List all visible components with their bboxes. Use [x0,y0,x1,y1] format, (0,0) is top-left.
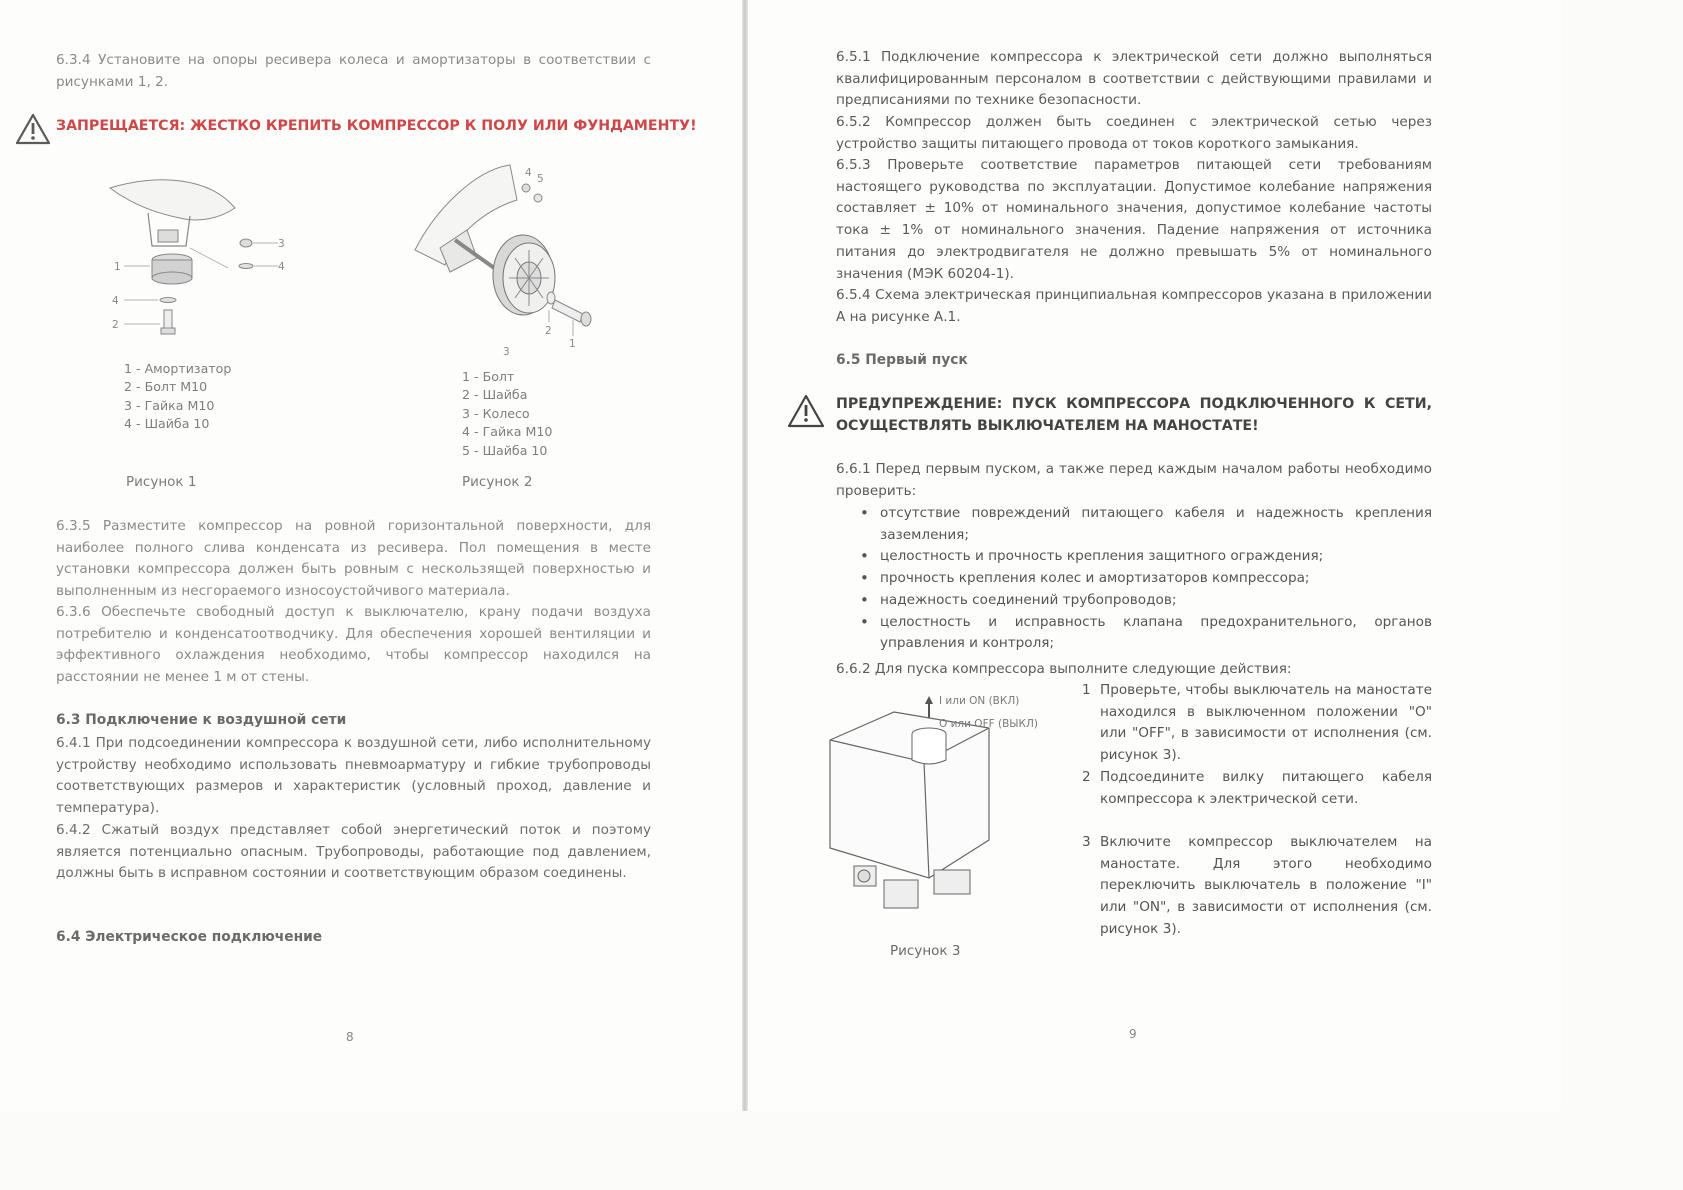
heading-6-5: 6.5 Первый пуск [836,352,968,368]
section-6-5-3: 6.5.3 Проверьте соответствие параметров питающей сети требованиям настоящего руководства по эксплуатации. Допустимое колебание напряжения составляет ± 10% от номинального значения, допустимое колебание частоты тока ± 1% от номинального значения. Падение напряжения от источника питания до электродвигателя не должно превышать 5% от номинального значения (МЭК 60204-1). [836,157,1432,282]
fig2-callout-2: 2 [545,325,552,337]
warning-icon [786,393,826,433]
step-number: 1 [1082,682,1091,698]
fig2-callout-3: 3 [503,346,510,358]
section-6-6-2: 6.6.2 Для пуска компрессора выполните следующие действия: [836,661,1292,677]
section-6-5-2: 6.5.2 Компрессор должен быть соединен с электрической сетью через устройство защиты питающего провода от токов короткого замыкания. [836,114,1432,152]
warning-text: ПРЕДУПРЕЖДЕНИЕ: ПУСК КОМПРЕССОРА ПОДКЛЮЧЕННОГО К СЕТИ, ОСУЩЕСТВЛЯТЬ ВЫКЛЮЧАТЕЛЕМ НА МАНОСТАТЕ! [836,396,1432,434]
checklist [836,503,1432,655]
fig2-callout-1: 1 [569,338,576,350]
fig1-callout-3: 3 [278,238,285,250]
figure-2-legend [462,368,552,460]
step-number: 2 [1082,769,1091,785]
step-text: Проверьте, чтобы выключатель на маностате находился в выключенном положении "O" или "OFF", в зависимости от исполнения (см. рисунок 3). [1100,682,1432,764]
fig2-legend-item: 3 - Колесо [462,405,530,421]
step-3 [1082,832,1432,941]
figure-1-legend [124,360,231,434]
section-6-3-6: 6.3.6 Обеспечьте свободный доступ к выключателю, крану подачи воздуха потребителю и конденсатоотводчику. Для обеспечения хорошей вентиляции и эффективного охлаждения необходимо, чтобы компрессор находился на расстоянии не менее 1 м от стены. [56,604,651,686]
fig2-callout-5: 5 [537,173,544,185]
fig2-legend-item: 2 - Шайба [462,387,528,403]
section-6-6-1: 6.6.1 Перед первым пуском, а также перед каждым началом работы необходимо проверить: [836,461,1432,499]
figure-1-shock-absorber [100,168,320,348]
page-number: 8 [346,1030,354,1044]
list-item: • отсутствие повреждений питающего кабеля и надежность крепления заземления; [836,503,1432,546]
fig2-legend-item: 4 - Гайка М10 [462,424,553,440]
right-page [748,0,1561,1111]
fig1-legend-item: 1 - Амортизатор [124,361,232,376]
fig1-callout-1: 1 [114,261,121,273]
fig1-callout-4: 4 [278,261,285,273]
section-6-5-1: 6.5.1 Подключение компрессора к электрической сети должно выполняться квалифицированным персоналом в соответствии с действующими правилами и предписаниями по технике безопасности. [836,49,1432,109]
section-6-4-1: 6.4.1 При подсоединении компрессора к воздушной сети, либо исполнительному устройству необходимо использовать пневмоарматуру и гибкие трубопроводы соответствующих размеров и характеристик (условный проход, давление и температура). [56,735,651,817]
fig1-callout-2: 2 [112,319,119,331]
figure-2-caption: Рисунок 2 [462,474,533,490]
fig2-callout-4: 4 [525,167,532,179]
step-text: Включите компрессор выключателем на маностате. Для этого необходимо переключить выключатель в положение "I" или "ON", в зависимости от исполнения (см. рисунок 3). [1100,834,1432,937]
heading-6-3: 6.3 Подключение к воздушной сети [56,712,347,728]
heading-6-4: 6.4 Электрическое подключение [56,929,323,945]
fig2-legend-item: 5 - Шайба 10 [462,442,548,458]
fig1-legend-item: 4 - Шайба 10 [124,416,210,432]
figure-2-wheel [405,160,610,360]
section-6-3-4: 6.3.4 Установите на опоры ресивера колеса и амортизаторы в соответствии с рисунками 1, 2. [56,52,651,90]
list-item: • целостность и исправность клапана предохранительного, органов управления и контроля; [836,612,1432,655]
fig1-legend-item: 2 - Болт М10 [124,379,208,395]
warning-icon [14,112,52,150]
step-2 [1082,767,1432,810]
fig1-legend-item: 3 - Гайка М10 [124,397,215,413]
page-number: 9 [1129,1027,1137,1041]
fig2-legend-item: 1 - Болт [462,369,515,384]
switch-off-label: O или OFF (ВЫКЛ) [939,718,1038,730]
list-item: • прочность крепления колес и амортизаторов компрессора; [836,568,1432,590]
step-text: Подсоедините вилку питающего кабеля компрессора к электрической сети. [1100,769,1432,807]
section-6-5-4: 6.5.4 Схема электрическая принципиальная компрессоров указана в приложении А на рисунке А.1. [836,287,1432,325]
step-1 [1082,680,1432,767]
warning-text: ЗАПРЕЩАЕТСЯ: ЖЕСТКО КРЕПИТЬ КОМПРЕССОР К ПОЛУ ИЛИ ФУНДАМЕНТУ! [56,118,697,134]
figure-1-caption: Рисунок 1 [126,474,197,490]
left-page [0,0,742,1111]
section-6-4-2: 6.4.2 Сжатый воздух представляет собой энергетический поток и поэтому является потенциально опасным. Трубопроводы, работающие под давлением, должны быть в исправном состоянии и соответствующим образом соединены. [56,822,651,882]
list-item: • надежность соединений трубопроводов; [836,590,1432,612]
section-6-3-5: 6.3.5 Разместите компрессор на ровной горизонтальной поверхности, для наиболее полного слива конденсата из ресивера. Пол помещения в месте установки компрессора должен быть ровным с нескользящей поверхностью и выполненным из несгораемого износоустойчивого материала. [56,518,651,600]
list-item: • целостность и прочность крепления защитного ограждения; [836,546,1432,568]
switch-on-label: I или ON (ВКЛ) [939,695,1020,707]
step-number: 3 [1082,834,1091,850]
figure-3-caption: Рисунок 3 [890,943,961,959]
fig1-callout-4b: 4 [112,295,119,307]
